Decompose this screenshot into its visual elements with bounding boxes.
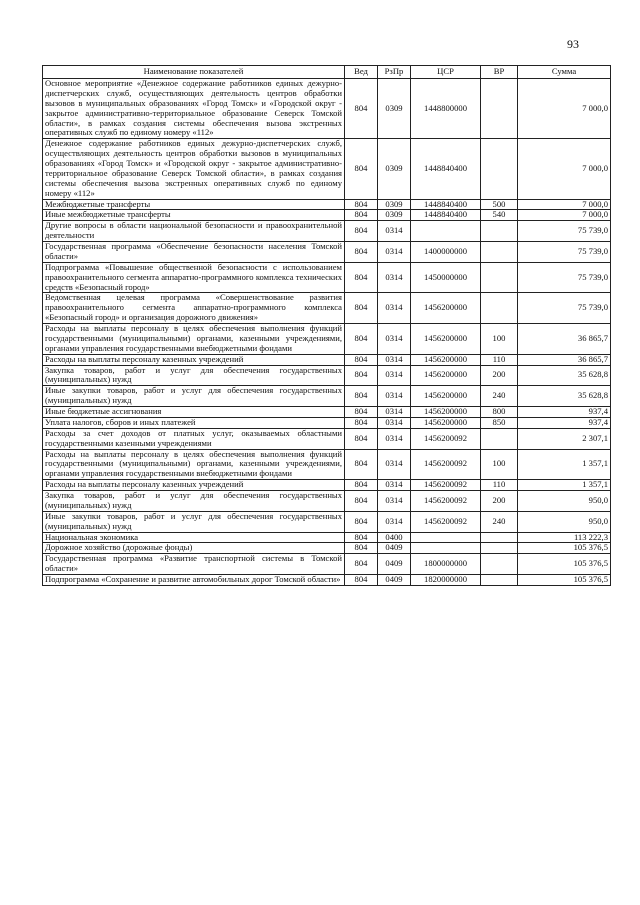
table-row bbox=[43, 293, 611, 324]
cell-csr: 1456200000 bbox=[411, 386, 481, 407]
cell-csr: 1800000000 bbox=[411, 554, 481, 575]
cell-sum: 75 739,0 bbox=[518, 221, 611, 242]
table-row bbox=[43, 511, 611, 532]
cell-csr: 1400000000 bbox=[411, 242, 481, 263]
cell-ved: 804 bbox=[345, 293, 378, 324]
cell-rzpr: 0409 bbox=[378, 543, 411, 554]
cell-name: Государственная программа «Развитие транспортной системы в Томской области» bbox=[43, 554, 345, 575]
cell-name: Основное мероприятие «Денежное содержание работников единых дежурно-диспетчерских служб, осуществляющих деятельность центров обработки вызовов в муниципальных образованиях «Город Томск» и «Городской округ - закрытое административно-территориальное образование Северск Томской области», в рамках создания системы обеспечения вызова экстренных оперативных служб по единому номеру «112» bbox=[43, 79, 345, 139]
cell-ved: 804 bbox=[345, 79, 378, 139]
cell-ved: 804 bbox=[345, 262, 378, 293]
cell-ved: 804 bbox=[345, 428, 378, 449]
cell-sum: 75 739,0 bbox=[518, 293, 611, 324]
cell-rzpr: 0314 bbox=[378, 511, 411, 532]
table-row bbox=[43, 221, 611, 242]
cell-rzpr: 0309 bbox=[378, 210, 411, 221]
table-row bbox=[43, 417, 611, 428]
cell-rzpr: 0409 bbox=[378, 554, 411, 575]
cell-name: Расходы на выплаты персоналу казенных учреждений bbox=[43, 354, 345, 365]
header-vr: ВР bbox=[481, 66, 518, 79]
cell-sum: 1 357,1 bbox=[518, 449, 611, 480]
cell-rzpr: 0314 bbox=[378, 386, 411, 407]
cell-name: Закупка товаров, работ и услуг для обеспечения государственных (муниципальных) нужд bbox=[43, 491, 345, 512]
cell-vr: 200 bbox=[481, 365, 518, 386]
cell-ved: 804 bbox=[345, 480, 378, 491]
cell-vr bbox=[481, 554, 518, 575]
cell-vr: 110 bbox=[481, 480, 518, 491]
cell-csr: 1448840400 bbox=[411, 210, 481, 221]
cell-name: Расходы за счет доходов от платных услуг, оказываемых областными государственными казенными учреждениями bbox=[43, 428, 345, 449]
cell-rzpr: 0314 bbox=[378, 480, 411, 491]
cell-vr: 200 bbox=[481, 491, 518, 512]
cell-ved: 804 bbox=[345, 354, 378, 365]
cell-name: Подпрограмма «Сохранение и развитие автомобильных дорог Томской области» bbox=[43, 575, 345, 586]
header-csr: ЦСР bbox=[411, 66, 481, 79]
cell-rzpr: 0314 bbox=[378, 407, 411, 418]
cell-vr bbox=[481, 221, 518, 242]
cell-rzpr: 0309 bbox=[378, 199, 411, 210]
cell-ved: 804 bbox=[345, 532, 378, 543]
cell-csr: 1448840400 bbox=[411, 199, 481, 210]
cell-rzpr: 0314 bbox=[378, 293, 411, 324]
cell-sum: 937,4 bbox=[518, 407, 611, 418]
table-row bbox=[43, 480, 611, 491]
cell-vr: 100 bbox=[481, 324, 518, 355]
cell-sum: 113 222,3 bbox=[518, 532, 611, 543]
cell-sum: 950,0 bbox=[518, 511, 611, 532]
cell-vr bbox=[481, 79, 518, 139]
cell-rzpr: 0314 bbox=[378, 242, 411, 263]
cell-rzpr: 0400 bbox=[378, 532, 411, 543]
cell-ved: 804 bbox=[345, 210, 378, 221]
cell-sum: 7 000,0 bbox=[518, 210, 611, 221]
table-row bbox=[43, 449, 611, 480]
table-row bbox=[43, 543, 611, 554]
cell-sum: 937,4 bbox=[518, 417, 611, 428]
cell-vr bbox=[481, 532, 518, 543]
cell-sum: 7 000,0 bbox=[518, 199, 611, 210]
cell-vr: 540 bbox=[481, 210, 518, 221]
cell-csr: 1456200092 bbox=[411, 511, 481, 532]
cell-sum: 7 000,0 bbox=[518, 79, 611, 139]
cell-sum: 105 376,5 bbox=[518, 543, 611, 554]
cell-sum: 75 739,0 bbox=[518, 262, 611, 293]
cell-csr: 1456200000 bbox=[411, 324, 481, 355]
header-rzpr: РзПр bbox=[378, 66, 411, 79]
table-row bbox=[43, 575, 611, 586]
table-row bbox=[43, 324, 611, 355]
header-sum: Сумма bbox=[518, 66, 611, 79]
cell-name: Иные закупки товаров, работ и услуг для обеспечения государственных (муниципальных) нужд bbox=[43, 386, 345, 407]
cell-ved: 804 bbox=[345, 491, 378, 512]
budget-table bbox=[42, 65, 611, 586]
cell-csr bbox=[411, 543, 481, 554]
cell-csr: 1456200092 bbox=[411, 480, 481, 491]
table-row bbox=[43, 365, 611, 386]
cell-rzpr: 0309 bbox=[378, 139, 411, 199]
cell-name: Закупка товаров, работ и услуг для обеспечения государственных (муниципальных) нужд bbox=[43, 365, 345, 386]
cell-name: Денежное содержание работников единых дежурно-диспетчерских служб, осуществляющих деятельность центров обработки вызовов в муниципальных образованиях «Город Томск» и «Городской округ - закрытое административно-территориальное образование Северск Томской области», в рамках создания системы обеспечения вызова экстренных оперативных служб по единому номеру «112» bbox=[43, 139, 345, 199]
cell-vr bbox=[481, 543, 518, 554]
cell-sum: 105 376,5 bbox=[518, 575, 611, 586]
cell-ved: 804 bbox=[345, 199, 378, 210]
cell-vr: 240 bbox=[481, 511, 518, 532]
cell-ved: 804 bbox=[345, 449, 378, 480]
cell-rzpr: 0409 bbox=[378, 575, 411, 586]
page-number: 93 bbox=[567, 37, 579, 51]
cell-ved: 804 bbox=[345, 242, 378, 263]
cell-csr: 1456200000 bbox=[411, 293, 481, 324]
cell-sum: 35 628,8 bbox=[518, 386, 611, 407]
cell-name: Другие вопросы в области национальной безопасности и правоохранительной деятельности bbox=[43, 221, 345, 242]
cell-vr: 100 bbox=[481, 449, 518, 480]
table-row bbox=[43, 139, 611, 199]
cell-ved: 804 bbox=[345, 554, 378, 575]
table-row bbox=[43, 242, 611, 263]
cell-csr: 1456200000 bbox=[411, 417, 481, 428]
table-row bbox=[43, 491, 611, 512]
table-row bbox=[43, 428, 611, 449]
cell-name: Межбюджетные трансферты bbox=[43, 199, 345, 210]
cell-name: Государственная программа «Обеспечение безопасности населения Томской области» bbox=[43, 242, 345, 263]
cell-csr: 1450000000 bbox=[411, 262, 481, 293]
cell-csr bbox=[411, 221, 481, 242]
cell-sum: 950,0 bbox=[518, 491, 611, 512]
cell-vr bbox=[481, 139, 518, 199]
cell-csr: 1456200000 bbox=[411, 407, 481, 418]
cell-rzpr: 0309 bbox=[378, 79, 411, 139]
cell-csr: 1820000000 bbox=[411, 575, 481, 586]
table-row bbox=[43, 386, 611, 407]
cell-rzpr: 0314 bbox=[378, 262, 411, 293]
cell-csr: 1456200000 bbox=[411, 365, 481, 386]
cell-name: Иные межбюджетные трансферты bbox=[43, 210, 345, 221]
cell-vr: 500 bbox=[481, 199, 518, 210]
cell-ved: 804 bbox=[345, 575, 378, 586]
cell-vr bbox=[481, 262, 518, 293]
cell-csr: 1456200092 bbox=[411, 449, 481, 480]
cell-name: Иные бюджетные ассигнования bbox=[43, 407, 345, 418]
header-ved: Вед bbox=[345, 66, 378, 79]
cell-ved: 804 bbox=[345, 221, 378, 242]
cell-name: Национальная экономика bbox=[43, 532, 345, 543]
table-row bbox=[43, 79, 611, 139]
cell-ved: 804 bbox=[345, 407, 378, 418]
cell-name: Ведомственная целевая программа «Совершенствование развития правоохранительного сегмента аппаратно-программного комплекса «Безопасный город» и организация дорожного движения» bbox=[43, 293, 345, 324]
cell-vr bbox=[481, 293, 518, 324]
cell-csr: 1448800000 bbox=[411, 79, 481, 139]
cell-name: Расходы на выплаты персоналу в целях обеспечения выполнения функций государственными (муниципальными) органами, казенными учреждениями, органами управления государственными внебюджетными фондами bbox=[43, 324, 345, 355]
cell-csr: 1456200092 bbox=[411, 491, 481, 512]
cell-rzpr: 0314 bbox=[378, 491, 411, 512]
table-row bbox=[43, 407, 611, 418]
cell-sum: 36 865,7 bbox=[518, 354, 611, 365]
cell-rzpr: 0314 bbox=[378, 324, 411, 355]
cell-ved: 804 bbox=[345, 386, 378, 407]
cell-vr: 800 bbox=[481, 407, 518, 418]
cell-rzpr: 0314 bbox=[378, 449, 411, 480]
cell-vr bbox=[481, 242, 518, 263]
cell-csr: 1456200000 bbox=[411, 354, 481, 365]
table-row bbox=[43, 354, 611, 365]
cell-vr bbox=[481, 428, 518, 449]
cell-name: Подпрограмма «Повышение общественной безопасности с использованием правоохранительного сегмента аппаратно-программного комплекса технических средств «Безопасный город» bbox=[43, 262, 345, 293]
table-row bbox=[43, 199, 611, 210]
table-row bbox=[43, 262, 611, 293]
cell-sum: 105 376,5 bbox=[518, 554, 611, 575]
cell-name: Уплата налогов, сборов и иных платежей bbox=[43, 417, 345, 428]
cell-csr bbox=[411, 532, 481, 543]
table-row bbox=[43, 532, 611, 543]
cell-rzpr: 0314 bbox=[378, 221, 411, 242]
cell-ved: 804 bbox=[345, 365, 378, 386]
cell-sum: 35 628,8 bbox=[518, 365, 611, 386]
cell-csr: 1456200092 bbox=[411, 428, 481, 449]
cell-name: Расходы на выплаты персоналу в целях обеспечения выполнения функций государственными (муниципальными) органами, казенными учреждениями, органами управления государственными внебюджетными фондами bbox=[43, 449, 345, 480]
cell-rzpr: 0314 bbox=[378, 428, 411, 449]
header-name: Наименование показателей bbox=[43, 66, 345, 79]
cell-rzpr: 0314 bbox=[378, 417, 411, 428]
cell-sum: 1 357,1 bbox=[518, 480, 611, 491]
table-header-row bbox=[43, 66, 611, 79]
cell-ved: 804 bbox=[345, 139, 378, 199]
cell-vr: 240 bbox=[481, 386, 518, 407]
cell-name: Расходы на выплаты персоналу казенных учреждений bbox=[43, 480, 345, 491]
cell-ved: 804 bbox=[345, 543, 378, 554]
cell-sum: 75 739,0 bbox=[518, 242, 611, 263]
cell-rzpr: 0314 bbox=[378, 354, 411, 365]
table-row bbox=[43, 554, 611, 575]
cell-vr bbox=[481, 575, 518, 586]
table-row bbox=[43, 210, 611, 221]
cell-vr: 850 bbox=[481, 417, 518, 428]
cell-csr: 1448840400 bbox=[411, 139, 481, 199]
cell-name: Дорожное хозяйство (дорожные фонды) bbox=[43, 543, 345, 554]
cell-sum: 7 000,0 bbox=[518, 139, 611, 199]
cell-rzpr: 0314 bbox=[378, 365, 411, 386]
cell-ved: 804 bbox=[345, 417, 378, 428]
cell-vr: 110 bbox=[481, 354, 518, 365]
cell-ved: 804 bbox=[345, 511, 378, 532]
cell-sum: 36 865,7 bbox=[518, 324, 611, 355]
cell-name: Иные закупки товаров, работ и услуг для обеспечения государственных (муниципальных) нужд bbox=[43, 511, 345, 532]
cell-sum: 2 307,1 bbox=[518, 428, 611, 449]
cell-ved: 804 bbox=[345, 324, 378, 355]
